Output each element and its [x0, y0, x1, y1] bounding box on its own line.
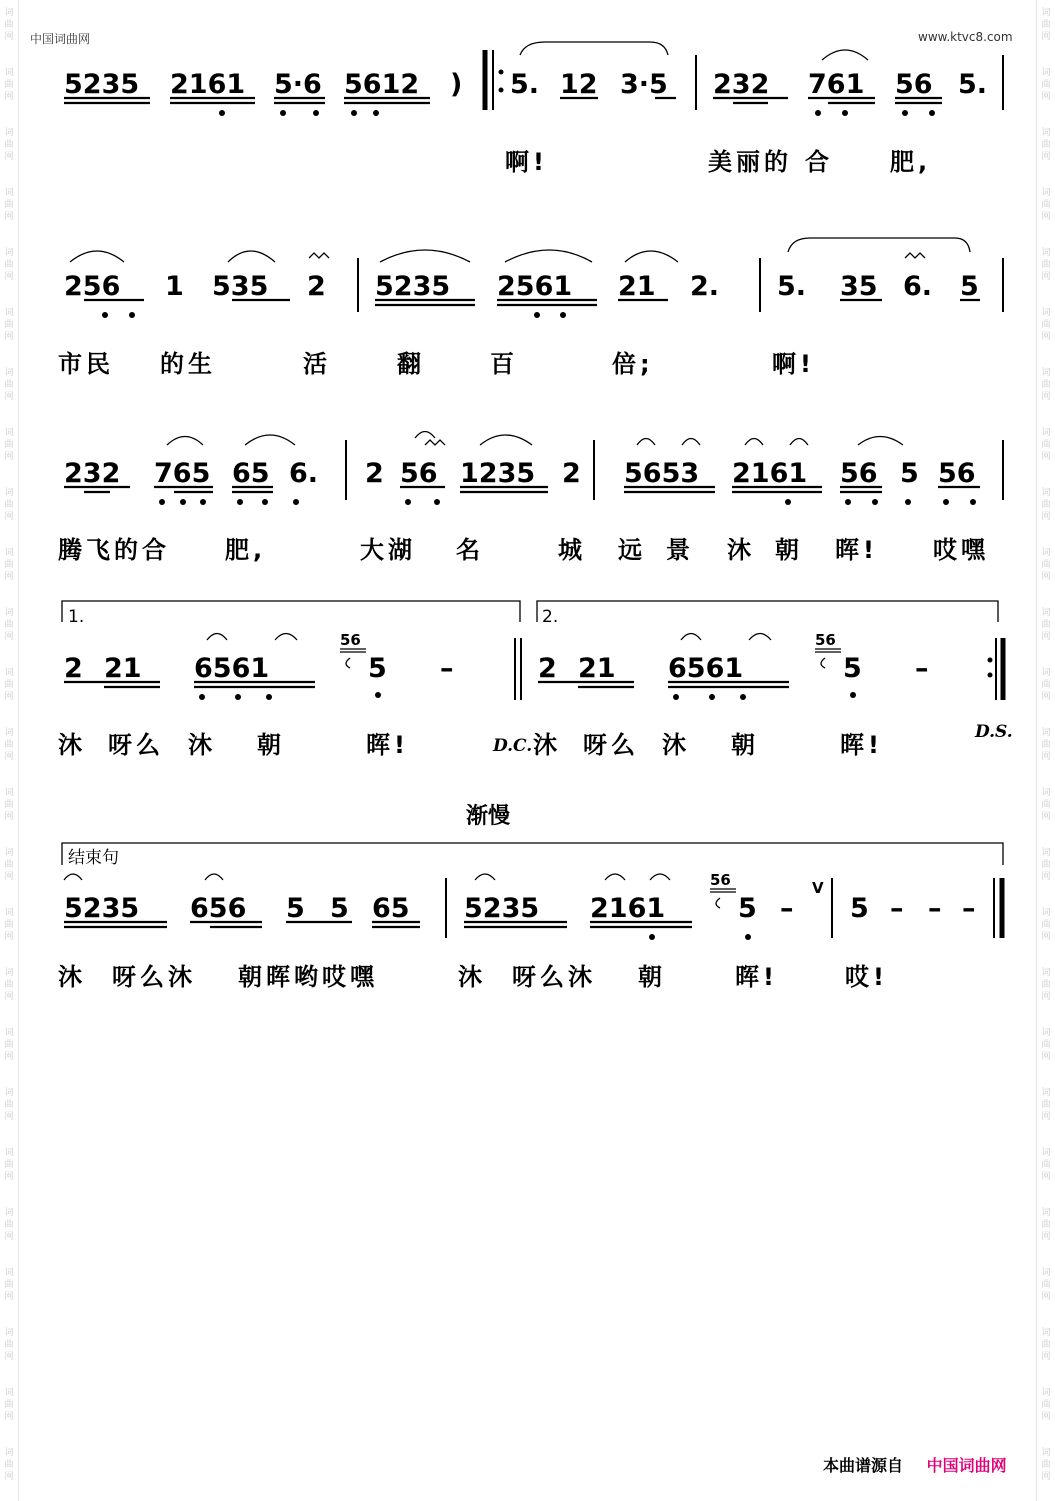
grace-notes: 56: [710, 871, 731, 889]
watermark-glyph: 词: [4, 668, 14, 678]
breath-mark: V: [812, 879, 824, 897]
note-group: 232: [713, 69, 770, 100]
note-group: 2: [538, 653, 557, 684]
watermark-glyph: 曲: [1041, 200, 1051, 210]
watermark-glyph: 曲: [1041, 860, 1051, 870]
note-group: 765: [154, 458, 211, 489]
watermark-glyph: 词: [4, 308, 14, 318]
watermark-glyph: 网: [1041, 32, 1051, 42]
note-group: 2561: [497, 271, 573, 302]
watermark-glyph: 曲: [1041, 680, 1051, 690]
watermark-glyph: 曲: [4, 1340, 14, 1350]
watermark-glyph: 曲: [4, 1280, 14, 1290]
watermark-glyph: 词: [4, 488, 14, 498]
watermark-glyph: 曲: [1041, 320, 1051, 330]
watermark-glyph: 词: [1041, 788, 1051, 798]
watermark-glyph: 网: [4, 1412, 14, 1422]
note-group: 56: [895, 69, 933, 100]
watermark-glyph: 曲: [4, 140, 14, 150]
watermark-glyph: 网: [4, 392, 14, 402]
note-group: 6.: [289, 458, 319, 489]
watermark-glyph: 网: [4, 1232, 14, 1242]
watermark-glyph: 曲: [1041, 440, 1051, 450]
watermark-glyph: 网: [1041, 212, 1051, 222]
watermark-glyph: 词: [1041, 428, 1051, 438]
watermark-glyph: 词: [1041, 188, 1051, 198]
watermark-glyph: 词: [4, 1388, 14, 1398]
ds-marking: D.S.: [975, 722, 1013, 742]
note-group: 5235: [64, 69, 140, 100]
note-group: 2: [562, 458, 581, 489]
note-group: 56: [938, 458, 976, 489]
watermark-glyph: 词: [4, 428, 14, 438]
lyric: 啊!: [772, 350, 815, 378]
watermark-glyph: 网: [1041, 932, 1051, 942]
watermark-glyph: 网: [4, 932, 14, 942]
dash: –: [928, 893, 942, 924]
watermark-glyph: 曲: [1041, 1280, 1051, 1290]
watermark-glyph: 网: [4, 92, 14, 102]
note-group: 5: [368, 653, 387, 684]
lyric: 肥,: [225, 536, 267, 564]
watermark-glyph: 词: [1041, 1088, 1051, 1098]
watermark-glyph: 曲: [4, 1040, 14, 1050]
watermark-glyph: 曲: [4, 380, 14, 390]
lyric: 哎嘿: [933, 536, 989, 564]
watermark-glyph: 网: [1041, 1412, 1051, 1422]
watermark-glyph: 曲: [4, 1400, 14, 1410]
note-group: 5: [900, 458, 919, 489]
note-group: 65: [372, 893, 410, 924]
lyric: 沐: [662, 731, 690, 759]
watermark-glyph: 网: [1041, 1232, 1051, 1242]
lyric: 啊!: [505, 148, 548, 176]
watermark-glyph: 词: [1041, 908, 1051, 918]
lyric: 沐: [533, 731, 561, 759]
watermark-glyph: 网: [1041, 392, 1051, 402]
source-note: [823, 1453, 1007, 1476]
grace-notes: 56: [815, 631, 836, 649]
watermark-glyph: 曲: [4, 440, 14, 450]
watermark-glyph: 曲: [4, 1160, 14, 1170]
watermark-glyph: 词: [1041, 848, 1051, 858]
watermark-glyph: 网: [1041, 632, 1051, 642]
lyric: 呀么沐: [112, 963, 196, 991]
watermark-glyph: 曲: [4, 80, 14, 90]
note-group: 21: [104, 653, 142, 684]
watermark-glyph: 曲: [4, 560, 14, 570]
watermark-glyph: 词: [4, 128, 14, 138]
watermark-glyph: 词: [4, 968, 14, 978]
lyric: 晖!: [835, 536, 878, 564]
watermark-glyph: 曲: [4, 1460, 14, 1470]
watermark-glyph: 词: [4, 608, 14, 618]
lyric: 景: [666, 536, 694, 564]
note-group: 2: [365, 458, 384, 489]
watermark-glyph: 曲: [4, 860, 14, 870]
score-row-5: [58, 803, 1003, 991]
watermark-glyph: 曲: [4, 500, 14, 510]
watermark-glyph: 曲: [1041, 1100, 1051, 1110]
watermark-glyph: 词: [4, 1328, 14, 1338]
watermark-glyph: 词: [4, 728, 14, 738]
closing-paren: ): [450, 69, 463, 100]
lyric: 沐: [727, 536, 755, 564]
lyric: 百: [490, 350, 518, 378]
watermark-glyph: 词: [4, 1028, 14, 1038]
watermark-glyph: 网: [4, 1352, 14, 1362]
note-group: 5235: [464, 893, 540, 924]
lyric: 朝: [257, 731, 285, 759]
grace-notes: 56: [340, 631, 361, 649]
note-group: 2161: [170, 69, 246, 100]
site-name-right: www.ktvc8.com: [918, 30, 1013, 44]
watermark-glyph: 网: [1041, 992, 1051, 1002]
note-group: 256: [64, 271, 121, 302]
watermark-glyph: 曲: [4, 680, 14, 690]
note-group: 5·6: [274, 69, 322, 100]
note-group: 21: [618, 271, 656, 302]
watermark-glyph: 词: [1041, 1028, 1051, 1038]
lyric: 朝: [638, 963, 666, 991]
note-group: 2161: [590, 893, 666, 924]
note-group: 6561: [668, 653, 744, 684]
note-group: 12: [560, 69, 598, 100]
dc-marking: D.C.: [493, 736, 533, 756]
watermark-glyph: 曲: [4, 1220, 14, 1230]
watermark-glyph: 词: [1041, 1268, 1051, 1278]
watermark-glyph: 网: [1041, 752, 1051, 762]
dash: –: [780, 893, 794, 924]
watermark-glyph: 网: [1041, 872, 1051, 882]
ending-label: 结束句: [68, 848, 119, 868]
note-group: 5: [330, 893, 349, 924]
watermark-glyph: 网: [1041, 572, 1051, 582]
source-label: 本曲谱源自: [823, 1456, 904, 1475]
watermark-glyph: 词: [1041, 608, 1051, 618]
watermark-glyph: 词: [1041, 1148, 1051, 1158]
watermark-glyph: 曲: [1041, 1400, 1051, 1410]
note-group: 2.: [690, 271, 720, 302]
tempo-marking: 渐慢: [466, 804, 511, 829]
watermark-glyph: 词: [1041, 308, 1051, 318]
watermark-glyph: 网: [4, 632, 14, 642]
watermark-glyph: 网: [4, 1472, 14, 1482]
watermark-glyph: 网: [4, 152, 14, 162]
watermark-glyph: 网: [4, 992, 14, 1002]
watermark-glyph: 曲: [1041, 80, 1051, 90]
watermark-glyph: 词: [1041, 1328, 1051, 1338]
watermark-glyph: 网: [1041, 332, 1051, 342]
lyric: 晖!: [840, 731, 883, 759]
note-group: 656: [190, 893, 247, 924]
note-group: 21: [578, 653, 616, 684]
lyric: 名: [456, 536, 484, 564]
watermark-glyph: 曲: [1041, 980, 1051, 990]
watermark-glyph: 网: [4, 212, 14, 222]
watermark-glyph: 曲: [4, 320, 14, 330]
watermark-glyph: 词: [4, 908, 14, 918]
dash: –: [962, 893, 976, 924]
watermark-glyph: 网: [1041, 452, 1051, 462]
lyric: 呀么: [583, 731, 639, 759]
watermark-glyph: 网: [1041, 1352, 1051, 1362]
note-group: 56: [400, 458, 438, 489]
dash: –: [440, 653, 454, 684]
note-group: 65: [232, 458, 270, 489]
watermark-glyph: 曲: [4, 260, 14, 270]
lyric: 远: [618, 536, 646, 564]
watermark-glyph: 曲: [1041, 260, 1051, 270]
watermark-glyph: 曲: [1041, 620, 1051, 630]
watermark-glyph: 词: [4, 188, 14, 198]
watermark-glyph: 词: [1041, 1448, 1051, 1458]
watermark-glyph: 词: [1041, 1388, 1051, 1398]
lyric: 腾飞的合: [58, 536, 170, 564]
watermark-glyph: 网: [1041, 512, 1051, 522]
watermark-glyph: 网: [4, 1112, 14, 1122]
lyric: 晖!: [735, 963, 778, 991]
watermark-glyph: 曲: [4, 20, 14, 30]
lyric: 翻: [397, 350, 425, 378]
watermark-glyph: 词: [1041, 368, 1051, 378]
watermark-glyph: 词: [1041, 488, 1051, 498]
note-group: 2: [307, 271, 326, 302]
watermark-glyph: 曲: [4, 740, 14, 750]
score-row-2: [58, 238, 1003, 378]
lyric: 呀么: [108, 731, 164, 759]
lyric: 朝晖哟哎嘿: [238, 963, 378, 991]
watermark-glyph: 词: [1041, 8, 1051, 18]
lyric: 呀么沐: [512, 963, 596, 991]
watermark-glyph: 网: [1041, 1292, 1051, 1302]
watermark-glyph: 词: [4, 1208, 14, 1218]
watermark-glyph: 词: [1041, 248, 1051, 258]
watermark-glyph: 曲: [4, 620, 14, 630]
note-group: 6561: [194, 653, 270, 684]
lyric: 城: [558, 536, 586, 564]
watermark-glyph: 词: [4, 1148, 14, 1158]
lyric: 的生: [160, 350, 216, 378]
watermark-glyph: 网: [4, 1052, 14, 1062]
note-group: 5235: [375, 271, 451, 302]
note-group: 5: [286, 893, 305, 924]
lyric: 美丽的: [708, 148, 792, 176]
source-site-link[interactable]: 中国词曲网: [926, 1456, 1007, 1475]
lyric: 朝: [731, 731, 759, 759]
watermark-glyph: 词: [1041, 968, 1051, 978]
note-group: 6.: [903, 271, 933, 302]
watermark-glyph: 词: [1041, 728, 1051, 738]
watermark-glyph: 词: [4, 1448, 14, 1458]
watermark-glyph: 网: [4, 1292, 14, 1302]
lyric: 哎!: [845, 963, 888, 991]
watermark-glyph: 曲: [4, 920, 14, 930]
note-group: 5612: [344, 69, 420, 100]
note-group: 5235: [64, 893, 140, 924]
watermark-glyph: 曲: [1041, 20, 1051, 30]
watermark-glyph: 词: [1041, 128, 1051, 138]
watermark-glyph: 网: [1041, 272, 1051, 282]
watermark-glyph: 曲: [1041, 1460, 1051, 1470]
watermark-glyph: 网: [4, 272, 14, 282]
note-group: 5: [843, 653, 862, 684]
lyric: 沐: [58, 731, 86, 759]
note-group: 1: [165, 271, 184, 302]
note-group: 232: [64, 458, 121, 489]
dash: –: [915, 653, 929, 684]
watermark-glyph: 网: [1041, 152, 1051, 162]
watermark-glyph: 曲: [4, 1100, 14, 1110]
watermark-glyph: 网: [1041, 692, 1051, 702]
note-group: 35: [840, 271, 878, 302]
note-group: 5: [960, 271, 979, 302]
watermark-glyph: 曲: [1041, 500, 1051, 510]
watermark-glyph: 词: [4, 1088, 14, 1098]
note-group: 5: [850, 893, 869, 924]
volta-2-label: 2.: [542, 607, 559, 627]
lyric: 活: [303, 350, 331, 378]
watermark-glyph: 曲: [1041, 1340, 1051, 1350]
lyric: 市民: [58, 350, 114, 378]
watermark-glyph: 词: [4, 1268, 14, 1278]
lyric: 沐: [458, 963, 486, 991]
watermark-glyph: 网: [4, 32, 14, 42]
watermark-glyph: 词: [4, 548, 14, 558]
watermark-glyph: 词: [4, 788, 14, 798]
note-group: 5.: [958, 69, 988, 100]
watermark-glyph: 曲: [4, 800, 14, 810]
watermark-glyph: 网: [1041, 1112, 1051, 1122]
watermark-glyph: 曲: [1041, 140, 1051, 150]
watermark-glyph: 网: [1041, 812, 1051, 822]
watermark-glyph: 词: [4, 8, 14, 18]
watermark-glyph: 曲: [1041, 1160, 1051, 1170]
lyric: 沐: [58, 963, 86, 991]
note-group: 2161: [732, 458, 808, 489]
score-row-1: [64, 42, 1003, 176]
watermark-glyph: 网: [1041, 92, 1051, 102]
score-row-3: [58, 432, 1003, 565]
watermark-glyph: 网: [4, 872, 14, 882]
dash: –: [890, 893, 904, 924]
watermark-glyph: 曲: [1041, 1040, 1051, 1050]
watermark-glyph: 词: [4, 68, 14, 78]
lyric: 朝: [775, 536, 803, 564]
watermark-glyph: 曲: [1041, 920, 1051, 930]
watermark-glyph: 网: [4, 752, 14, 762]
watermark-glyph: 曲: [4, 200, 14, 210]
watermark-glyph: 曲: [1041, 380, 1051, 390]
watermark-glyph: 网: [4, 572, 14, 582]
watermark-glyph: 网: [4, 692, 14, 702]
note-group: 5: [738, 893, 757, 924]
watermark-glyph: 曲: [1041, 560, 1051, 570]
note-group: 56: [840, 458, 878, 489]
note-group: 535: [212, 271, 269, 302]
watermark-glyph: 曲: [4, 980, 14, 990]
watermark-glyph: 词: [1041, 68, 1051, 78]
lyric: 沐: [188, 731, 216, 759]
score-row-4: [58, 601, 1013, 759]
watermark-glyph: 网: [4, 332, 14, 342]
watermark-glyph: 网: [4, 512, 14, 522]
note-group: 3·5: [620, 69, 668, 100]
watermark-glyph: 曲: [1041, 1220, 1051, 1230]
note-group: 5.: [510, 69, 540, 100]
watermark-glyph: 词: [1041, 548, 1051, 558]
lyric: 晖!: [366, 731, 409, 759]
watermark-glyph: 词: [4, 368, 14, 378]
lyric: 肥,: [890, 148, 932, 176]
watermark-glyph: 词: [1041, 1208, 1051, 1218]
watermark-glyph: 曲: [1041, 800, 1051, 810]
watermark-glyph: 词: [4, 848, 14, 858]
lyric: 倍;: [612, 350, 654, 378]
note-group: 1235: [460, 458, 536, 489]
watermark-glyph: 网: [4, 452, 14, 462]
watermark-glyph: 网: [1041, 1472, 1051, 1482]
lyric: 大湖: [360, 536, 416, 564]
watermark-glyph: 词: [4, 248, 14, 258]
watermark-glyph: 网: [1041, 1172, 1051, 1182]
watermark-glyph: 曲: [1041, 740, 1051, 750]
volta-1-label: 1.: [68, 607, 85, 627]
watermark-glyph: 网: [4, 1172, 14, 1182]
note-group: 5.: [777, 271, 807, 302]
note-group: 761: [808, 69, 865, 100]
watermark-glyph: 网: [4, 812, 14, 822]
watermark-glyph: 网: [1041, 1052, 1051, 1062]
watermark-glyph: 词: [1041, 668, 1051, 678]
note-group: 5653: [624, 458, 700, 489]
site-name-left: 中国词曲网: [30, 32, 91, 46]
note-group: 2: [64, 653, 83, 684]
lyric: 合: [805, 148, 833, 176]
